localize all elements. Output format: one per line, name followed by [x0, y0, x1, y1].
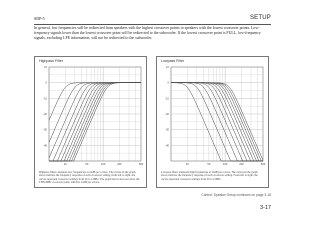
filter-curve-120hz	[171, 83, 263, 161]
filter-curve-40hz	[49, 83, 141, 158]
page-number: 3-17	[259, 205, 271, 211]
x-tick-label: 20	[63, 163, 67, 166]
x-tick-label: 50	[85, 163, 89, 166]
y-tick-label: -30	[43, 128, 47, 132]
y-tick-label: 10	[166, 66, 169, 69]
y-tick-label: -30	[165, 128, 169, 132]
y-tick-label: -40	[43, 144, 47, 148]
x-tick-label: 500	[138, 163, 144, 166]
highpass-caption: Highpass filters attenuate low frequencies at 24dB per octave. The curves in the graph above indicate the frequency response of each crossover setting, from left to right, the curves represent crossover settings from 20 to 120Hz. The graph above does not show the THX 80Hz crossover point, which is 12dB per octave.	[39, 171, 140, 185]
lowpass-panel	[156, 56, 269, 188]
highpass-panel	[34, 56, 147, 188]
x-tick-label: 20	[185, 163, 189, 166]
y-tick-label: -20	[43, 113, 47, 116]
chapter-label: SDP-5	[34, 16, 45, 21]
y-tick-label: 0	[45, 81, 47, 85]
footnote: Control: Speaker Setup continues on page 3-18	[201, 193, 271, 197]
highpass-chart	[35, 57, 148, 169]
x-tick-label: 200	[117, 163, 122, 166]
x-tick-label: 100	[100, 163, 106, 166]
x-tick-label: 500	[260, 163, 266, 166]
intro-paragraph: In general, low frequencies will be redirected from speakers with the highest crossover points to speakers with the lowest crossover points. Low-frequency signals lower than the lowest crossover point will be redirected to the subwoofer. If the lowest crossover point is FULL, low-frequency signals, excluding LFE information, will not be redirected to the subwoofer.	[34, 26, 261, 41]
x-tick-label: 200	[239, 163, 244, 166]
y-tick-label: -20	[165, 113, 169, 116]
header-rule	[34, 24, 271, 25]
y-tick-label: 0	[167, 81, 169, 85]
y-tick-label: -10	[43, 97, 47, 101]
lowpass-title: Lowpass Filter	[161, 59, 185, 63]
x-tick-label: 50	[207, 163, 211, 166]
lowpass-caption: Lowpass filters attenuate high frequencies at 24dB per octave. The curves in the graph above indicate the frequency response of each crossover setting. From left to right, the curves represent crossover settings from 20 to 120Hz.	[161, 171, 258, 181]
highpass-title: Highpass Filter	[39, 59, 63, 63]
lowpass-chart	[157, 57, 270, 169]
x-tick-label: 100	[222, 163, 228, 166]
y-tick-label: -10	[165, 97, 169, 101]
section-title: SETUP	[249, 15, 271, 21]
y-tick-label: 10	[44, 66, 47, 69]
y-tick-label: -40	[165, 144, 169, 148]
